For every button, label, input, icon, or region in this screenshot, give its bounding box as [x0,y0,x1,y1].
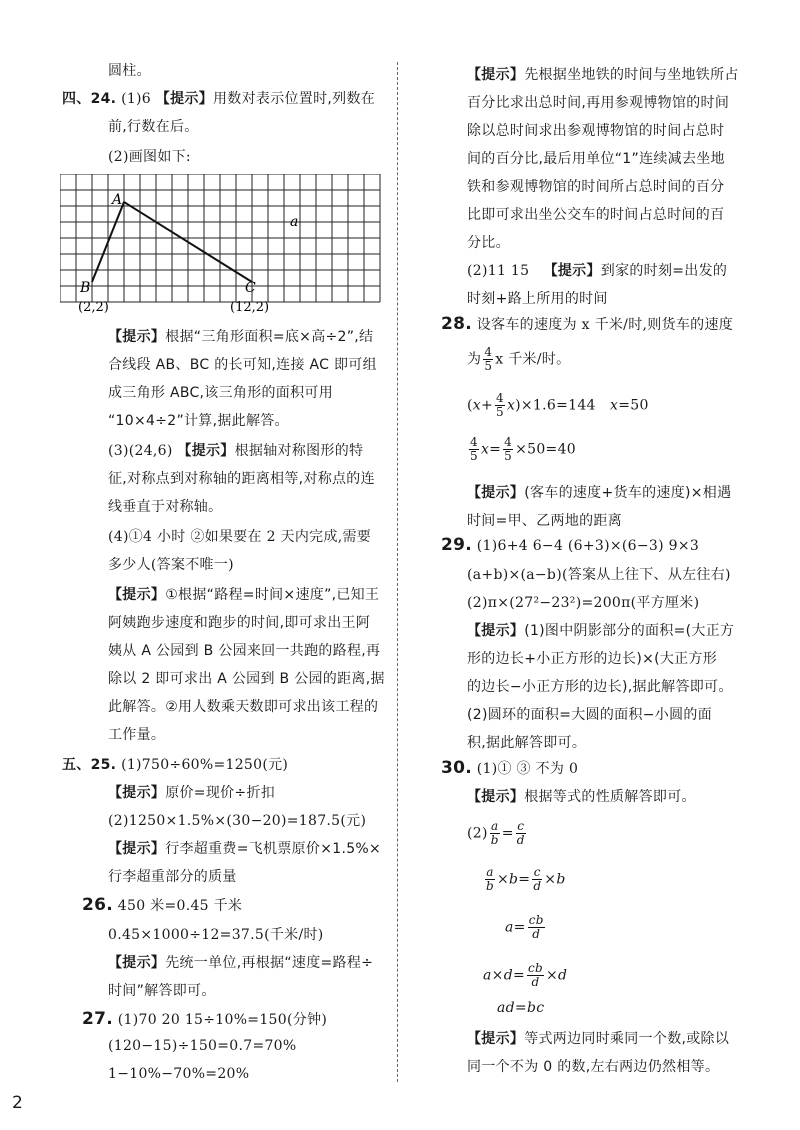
axis-label-a: a [290,214,299,230]
tip-text: 等式两边同时乘同一个数,或除以 [524,1031,730,1047]
answer-text: x 千米/时。 [495,351,571,368]
tip-tag: 【提示】 [108,841,166,857]
tip-text: 先根据坐地铁的时间与坐地铁所占 [524,67,739,83]
tip-text: 分比。 [467,235,510,251]
tip-tag: 【提示】 [108,329,166,345]
tip-text: 前,行数在后。 [108,119,199,135]
tip-tag: 【提示】 [467,789,525,805]
question-line [441,535,699,555]
equation-line: (x+ $\frac{4}{5}$ x)×1.6=144 x=50 [467,391,649,419]
tip-line [108,326,373,346]
coordinate-C: (12,2) [230,300,270,315]
tip-text: 用数对表示位置时,列数在 [213,91,376,107]
answer-text: (a+b)×(a−b)(答案从上往下、从左往右) [467,567,731,583]
tip-line [108,838,381,858]
answer-text: (2)π×(27²−23²)=200π(平方厘米) [467,595,700,611]
tip-text: 比即可求出坐公交车的时间占总时间的百 [467,207,725,223]
tip-text: 行李超重部分的质量 [108,869,237,885]
equation-line: (2) $\frac{a}{b}$ = $\frac{c}{d}$ [467,819,525,847]
question-line [62,88,375,108]
tip-text: 行李超重费=飞机票原价×1.5%× [165,841,382,857]
column-divider [397,62,398,1082]
tip-tag: 【提示】 [108,587,166,603]
answer-text: (1)6+4 6−4 (6+3)×(6−3) 9×3 [476,538,700,554]
answer-text: 0.45×1000÷12=37.5(千米/时) [108,927,324,943]
equation-line: a= $\frac{cb}{d}$ [505,913,544,941]
tip-tag: 【提示】 [467,485,525,501]
tip-tag: 【提示】 [108,955,166,971]
tip-text: 根据“三角形面积=底×高÷2”,结 [165,329,374,345]
answer-text: (1)750÷60%=1250(元) [121,757,289,773]
answer-text: (2)1250×1.5%×(30−20)=187.5(元) [108,813,367,829]
tip-text: 间的百分比,最后用单位“1”连续减去坐地 [467,151,725,167]
tip-line [467,786,696,806]
tip-text: 的边长−小正方形的边长),据此解答即可。 [467,679,733,695]
tip-text: 根据轴对称图形的特 [234,443,364,459]
question-number: 五、25. [62,757,117,773]
equation-line: $\frac{a}{b}$ ×b= $\frac{c}{d}$ ×b [486,865,566,893]
answer-text: 为 [467,351,482,368]
answer-text: (2)11 15 [467,263,530,279]
tip-text: 征,对称点到对称轴的距离相等,对称点的连 [108,471,375,487]
question-number: 28. [441,314,473,334]
question-number: 四、24. [62,91,117,107]
question-number: 30. [441,758,473,778]
tip-line [467,482,731,502]
tip-text: 百分比求出总时间,再用参观博物馆的时间 [467,95,730,111]
fraction-4-5: $\frac{4}{5}$ [484,345,493,373]
tip-text: (2)圆环的面积=大圆的面积−小圆的面 [467,707,712,723]
tip-text: (客车的速度+货车的速度)×相遇 [524,485,732,501]
tip-line [108,782,275,802]
equation-line: ad=bc [497,1000,545,1016]
tip-text: 根据等式的性质解答即可。 [524,789,696,805]
coordinate-B: (2,2) [78,300,109,315]
answer-text: (120−15)÷150=0.7=70% [108,1038,297,1054]
answer-line [467,260,727,280]
answer-text: (1)6 [121,91,152,107]
tip-text: 原价=现价÷折扣 [165,785,276,801]
tip-text: 合线段 AB、BC 的长可知,连接 AC 即可组 [108,357,377,373]
tip-text: 时间=甲、乙两地的距离 [467,513,623,529]
answer-text: (1)① ③ 不为 0 [476,761,579,777]
answer-text: 1−10%−70%=20% [108,1066,250,1082]
tip-text: 到家的时刻=出发的 [600,263,728,279]
question-line [441,758,578,778]
tip-line [467,620,734,640]
tip-text: ①根据“路程=时间×速度”,已知王 [165,587,380,603]
page-number: 2 [12,1093,23,1113]
answer-text: 450 米=0.45 千米 [117,898,243,914]
point-label-C: C [245,280,256,296]
tip-tag: 【提示】 [467,1031,525,1047]
tip-text: 阿姨跑步速度和跑步的时间,即可求出王阿 [108,615,371,631]
answer-line [108,440,363,460]
tip-text: 时刻+路上所用的时间 [467,291,608,307]
question-line [62,754,288,774]
tip-text: 成三角形 ABC,该三角形的面积可用 [108,385,334,401]
tip-text: 姨从 A 公园到 B 公园来回一共跑的路程,再 [108,643,381,659]
tip-tag: 【提示】 [467,623,525,639]
question-number: 29. [441,535,473,555]
tip-text: 除以 2 即可求出 A 公园到 B 公园的距离,据 [108,671,385,687]
tip-text: 先统一单位,再根据“速度=路程÷ [165,955,374,971]
question-line [82,1009,327,1029]
tip-line [108,952,373,972]
answer-text: 多少人(答案不唯一) [108,557,234,573]
fraction-4-5: $\frac{4}{5}$ [470,435,478,463]
answer-text: 设客车的速度为 x 千米/时,则货车的速度 [476,317,734,333]
tip-tag: 【提示】 [108,785,166,801]
tip-text: 积,据此解答即可。 [467,735,587,751]
point-label-A: A [112,192,123,208]
text-line: (2)画图如下: [108,149,191,165]
tip-text: 此解答。②用人数乘天数即可求出该工程的 [108,699,379,715]
question-number: 27. [82,1009,114,1029]
tip-text: (1)图中阴影部分的面积=(大正方 [524,623,735,639]
tip-line [467,64,739,84]
answer-text: (1)70 20 15÷10%=150(分钟) [117,1012,328,1028]
question-number: 26. [82,895,114,915]
tip-text: 形的边长+小正方形的边长)×(大正方形 [467,651,718,667]
tip-tag: 【提示】 [155,91,213,107]
tip-text: 铁和参观博物馆的时间所占总时间的百分 [467,179,725,195]
tip-line [108,584,379,604]
coordinate-grid-figure [60,174,390,316]
tip-text: “10×4÷2”计算,据此解答。 [108,413,289,429]
text-line: 圆柱。 [108,63,151,79]
answer-line [467,346,570,373]
tip-text: 除以总时间求出参观博物馆的时间占总时 [467,123,725,139]
fraction-4-5: $\frac{4}{5}$ [504,435,513,463]
tip-text: 线垂直于对称轴。 [108,499,223,515]
question-line [82,895,242,915]
equation-line: $\frac{4}{5}$ x= $\frac{4}{5}$ ×50=40 [470,435,576,463]
equation-line: a×d= $\frac{cb}{d}$ ×d [483,961,568,989]
point-label-B: B [80,280,91,296]
grid-lines [60,174,380,302]
tip-tag: 【提示】 [467,67,525,83]
answer-text: (4)①4 小时 ②如果要在 2 天内完成,需要 [108,529,372,545]
tip-tag: 【提示】 [177,443,235,459]
tip-tag: 【提示】 [543,263,601,279]
fraction-4-5: $\frac{4}{5}$ [496,391,504,419]
answer-text: (3)(24,6) [108,443,173,459]
question-line [441,314,733,334]
tip-text: 时间”解答即可。 [108,983,216,999]
tip-line [467,1028,729,1048]
tip-text: 工作量。 [108,727,166,743]
tip-text: 同一个不为 0 的数,左右两边仍然相等。 [467,1059,720,1075]
